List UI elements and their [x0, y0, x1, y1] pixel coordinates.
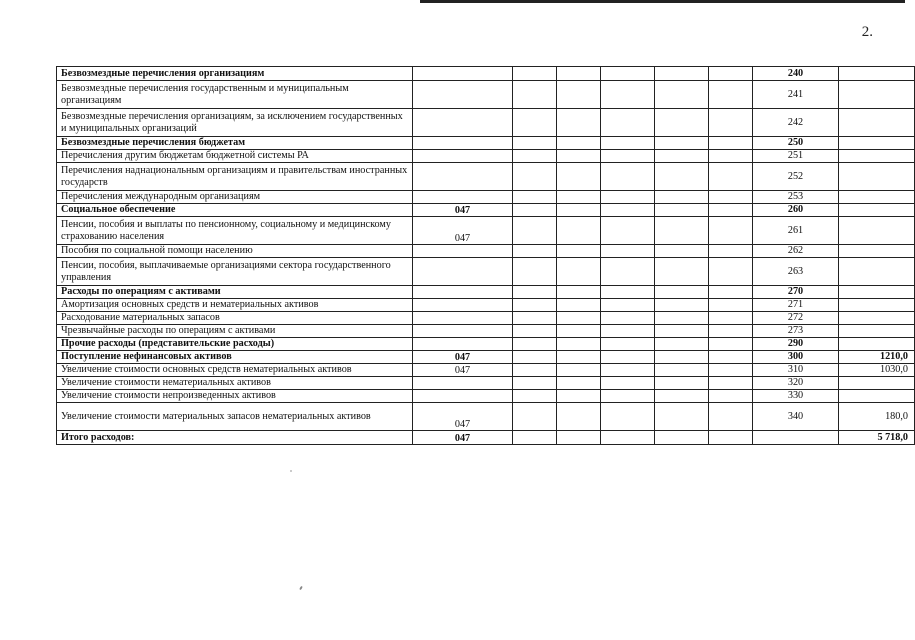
empty-cell [513, 299, 557, 312]
empty-cell [513, 338, 557, 351]
row-name-cell: Безвозмездные перечисления бюджетам [57, 137, 413, 150]
empty-cell [655, 364, 709, 377]
empty-cell [709, 377, 753, 390]
table-row [57, 338, 915, 351]
row-code-cell: 047 [413, 403, 513, 431]
row-sum-cell [839, 217, 915, 245]
empty-cell [513, 109, 557, 137]
empty-cell [709, 338, 753, 351]
table-row [57, 109, 915, 137]
row-code-cell: 047 [413, 217, 513, 245]
row-code-cell [413, 390, 513, 403]
empty-cell [601, 217, 655, 245]
row-kosgu-cell: 340 [753, 403, 839, 431]
table-row [57, 377, 915, 390]
empty-cell [557, 325, 601, 338]
row-kosgu-cell: 272 [753, 312, 839, 325]
empty-cell [655, 258, 709, 286]
row-name-cell: Прочие расходы (представительские расходы) [57, 338, 413, 351]
row-code-cell: 047 [413, 351, 513, 364]
empty-cell [709, 351, 753, 364]
empty-cell [655, 351, 709, 364]
row-sum-cell [839, 286, 915, 299]
empty-cell [557, 245, 601, 258]
row-sum-cell [839, 204, 915, 217]
empty-cell [557, 312, 601, 325]
empty-cell [601, 137, 655, 150]
empty-cell [601, 364, 655, 377]
row-kosgu-cell: 242 [753, 109, 839, 137]
row-name-cell: Расходование материальных запасов [57, 312, 413, 325]
row-code-cell [413, 299, 513, 312]
empty-cell [601, 351, 655, 364]
empty-cell [709, 431, 753, 445]
table-row [57, 258, 915, 286]
table-row [57, 163, 915, 191]
empty-cell [601, 377, 655, 390]
row-code-cell [413, 258, 513, 286]
row-name-cell: Пенсии, пособия, выплачиваемые организациями сектора государственного управления [57, 258, 413, 286]
table-row [57, 351, 915, 364]
row-sum-cell [839, 81, 915, 109]
row-code-cell [413, 67, 513, 81]
empty-cell [513, 191, 557, 204]
table-row [57, 364, 915, 377]
empty-cell [709, 390, 753, 403]
row-name-cell: Социальное обеспечение [57, 204, 413, 217]
empty-cell [655, 137, 709, 150]
empty-cell [601, 325, 655, 338]
row-sum-cell [839, 137, 915, 150]
row-name-cell: Пособия по социальной помощи населению [57, 245, 413, 258]
empty-cell [513, 403, 557, 431]
empty-cell [601, 191, 655, 204]
empty-cell [513, 137, 557, 150]
empty-cell [601, 431, 655, 445]
row-sum-cell [839, 325, 915, 338]
empty-cell [513, 390, 557, 403]
empty-cell [655, 403, 709, 431]
table-row [57, 286, 915, 299]
row-code-cell [413, 150, 513, 163]
empty-cell [601, 67, 655, 81]
table-row [57, 217, 915, 245]
row-kosgu-cell: 263 [753, 258, 839, 286]
empty-cell [709, 137, 753, 150]
empty-cell [601, 258, 655, 286]
empty-cell [557, 364, 601, 377]
row-code-cell: 047 [413, 364, 513, 377]
row-kosgu-cell: 271 [753, 299, 839, 312]
empty-cell [655, 299, 709, 312]
row-code-cell [413, 286, 513, 299]
empty-cell [601, 81, 655, 109]
table-row [57, 81, 915, 109]
top-border-rule [420, 0, 905, 3]
row-kosgu-cell: 261 [753, 217, 839, 245]
empty-cell [709, 67, 753, 81]
scan-speck [290, 470, 292, 472]
table-row [57, 299, 915, 312]
row-code-cell [413, 137, 513, 150]
row-name-cell: Увеличение стоимости нематериальных активов [57, 377, 413, 390]
table-row [57, 325, 915, 338]
empty-cell [709, 312, 753, 325]
table-row [57, 431, 915, 445]
empty-cell [557, 351, 601, 364]
row-kosgu-cell: 290 [753, 338, 839, 351]
empty-cell [601, 150, 655, 163]
row-kosgu-cell: 273 [753, 325, 839, 338]
empty-cell [557, 338, 601, 351]
row-code-cell: 047 [413, 431, 513, 445]
row-name-cell: Пенсии, пособия и выплаты по пенсионному, социальному и медицинскому страхованию населения [57, 217, 413, 245]
row-sum-cell [839, 67, 915, 81]
empty-cell [557, 431, 601, 445]
empty-cell [601, 163, 655, 191]
empty-cell [513, 364, 557, 377]
row-sum-cell [839, 312, 915, 325]
empty-cell [709, 150, 753, 163]
row-name-cell: Безвозмездные перечисления государственным и муниципальным организациям [57, 81, 413, 109]
empty-cell [655, 431, 709, 445]
empty-cell [601, 204, 655, 217]
empty-cell [601, 245, 655, 258]
row-sum-cell [839, 390, 915, 403]
row-sum-cell [839, 299, 915, 312]
row-kosgu-cell: 251 [753, 150, 839, 163]
row-code-cell [413, 338, 513, 351]
empty-cell [709, 403, 753, 431]
empty-cell [655, 204, 709, 217]
empty-cell [601, 299, 655, 312]
row-kosgu-cell: 330 [753, 390, 839, 403]
empty-cell [557, 137, 601, 150]
empty-cell [601, 286, 655, 299]
empty-cell [513, 286, 557, 299]
row-name-cell: Перечисления международным организациям [57, 191, 413, 204]
row-sum-cell [839, 338, 915, 351]
row-sum-cell [839, 258, 915, 286]
empty-cell [557, 299, 601, 312]
expenses-table [56, 66, 915, 445]
empty-cell [709, 245, 753, 258]
empty-cell [557, 109, 601, 137]
empty-cell [557, 150, 601, 163]
row-kosgu-cell: 250 [753, 137, 839, 150]
empty-cell [513, 163, 557, 191]
empty-cell [601, 312, 655, 325]
empty-cell [513, 258, 557, 286]
row-code-cell: 047 [413, 204, 513, 217]
row-kosgu-cell: 253 [753, 191, 839, 204]
row-sum-cell [839, 377, 915, 390]
empty-cell [557, 163, 601, 191]
row-kosgu-cell: 270 [753, 286, 839, 299]
empty-cell [601, 390, 655, 403]
empty-cell [655, 67, 709, 81]
row-name-cell: Поступление нефинансовых активов [57, 351, 413, 364]
table-row [57, 403, 915, 431]
row-code-cell [413, 245, 513, 258]
empty-cell [557, 377, 601, 390]
row-kosgu-cell: 252 [753, 163, 839, 191]
table-row [57, 67, 915, 81]
row-code-cell [413, 109, 513, 137]
empty-cell [709, 286, 753, 299]
row-name-cell: Увеличение стоимости материальных запасов нематериальных активов [57, 403, 413, 431]
row-name-cell: Перечисления наднациональным организациям и правительствам иностранных государств [57, 163, 413, 191]
row-sum-cell: 1030,0 [839, 364, 915, 377]
empty-cell [557, 390, 601, 403]
empty-cell [709, 81, 753, 109]
empty-cell [655, 325, 709, 338]
empty-cell [513, 431, 557, 445]
empty-cell [709, 325, 753, 338]
empty-cell [557, 67, 601, 81]
row-code-cell [413, 163, 513, 191]
empty-cell [655, 312, 709, 325]
row-sum-cell [839, 150, 915, 163]
row-kosgu-cell: 241 [753, 81, 839, 109]
empty-cell [601, 403, 655, 431]
empty-cell [513, 325, 557, 338]
empty-cell [513, 245, 557, 258]
empty-cell [709, 217, 753, 245]
table-row [57, 312, 915, 325]
row-code-cell [413, 312, 513, 325]
row-sum-cell [839, 245, 915, 258]
row-kosgu-cell: 262 [753, 245, 839, 258]
empty-cell [513, 217, 557, 245]
row-code-cell [413, 377, 513, 390]
table-row [57, 245, 915, 258]
scan-speck [299, 586, 303, 590]
empty-cell [709, 299, 753, 312]
empty-cell [709, 191, 753, 204]
empty-cell [655, 109, 709, 137]
empty-cell [557, 286, 601, 299]
empty-cell [557, 403, 601, 431]
row-code-cell [413, 325, 513, 338]
row-sum-cell: 180,0 [839, 403, 915, 431]
row-kosgu-cell: 300 [753, 351, 839, 364]
row-name-cell: Увеличение стоимости основных средств нематериальных активов [57, 364, 413, 377]
empty-cell [601, 338, 655, 351]
row-kosgu-cell: 320 [753, 377, 839, 390]
empty-cell [513, 351, 557, 364]
empty-cell [513, 312, 557, 325]
row-name-cell: Чрезвычайные расходы по операциям с активами [57, 325, 413, 338]
expenses-table-body [57, 67, 915, 445]
empty-cell [557, 81, 601, 109]
row-kosgu-cell [753, 431, 839, 445]
empty-cell [655, 163, 709, 191]
empty-cell [655, 338, 709, 351]
row-kosgu-cell: 260 [753, 204, 839, 217]
empty-cell [655, 286, 709, 299]
empty-cell [557, 191, 601, 204]
row-name-cell: Амортизация основных средств и нематериальных активов [57, 299, 413, 312]
empty-cell [709, 109, 753, 137]
empty-cell [557, 217, 601, 245]
row-kosgu-cell: 240 [753, 67, 839, 81]
empty-cell [601, 109, 655, 137]
empty-cell [557, 258, 601, 286]
empty-cell [655, 191, 709, 204]
row-name-cell: Безвозмездные перечисления организациям, за исключением государственных и муниципальных организаций [57, 109, 413, 137]
row-kosgu-cell: 310 [753, 364, 839, 377]
empty-cell [655, 377, 709, 390]
row-name-cell: Расходы по операциям с активами [57, 286, 413, 299]
row-name-cell: Увеличение стоимости непроизведенных активов [57, 390, 413, 403]
empty-cell [513, 150, 557, 163]
row-name-cell: Итого расходов: [57, 431, 413, 445]
empty-cell [655, 245, 709, 258]
empty-cell [655, 217, 709, 245]
empty-cell [655, 390, 709, 403]
table-row [57, 137, 915, 150]
table-row [57, 191, 915, 204]
empty-cell [655, 150, 709, 163]
table-row [57, 150, 915, 163]
empty-cell [513, 67, 557, 81]
empty-cell [513, 81, 557, 109]
empty-cell [709, 258, 753, 286]
empty-cell [557, 204, 601, 217]
row-name-cell: Безвозмездные перечисления организациям [57, 67, 413, 81]
row-sum-cell [839, 191, 915, 204]
row-code-cell [413, 81, 513, 109]
empty-cell [655, 81, 709, 109]
empty-cell [513, 377, 557, 390]
empty-cell [709, 204, 753, 217]
empty-cell [709, 364, 753, 377]
page-number: 2. [861, 24, 873, 40]
table-row [57, 390, 915, 403]
row-sum-cell: 5 718,0 [839, 431, 915, 445]
row-code-cell [413, 191, 513, 204]
row-sum-cell [839, 163, 915, 191]
empty-cell [513, 204, 557, 217]
row-sum-cell [839, 109, 915, 137]
table-row [57, 204, 915, 217]
row-name-cell: Перечисления другим бюджетам бюджетной системы РА [57, 150, 413, 163]
empty-cell [709, 163, 753, 191]
row-sum-cell: 1210,0 [839, 351, 915, 364]
